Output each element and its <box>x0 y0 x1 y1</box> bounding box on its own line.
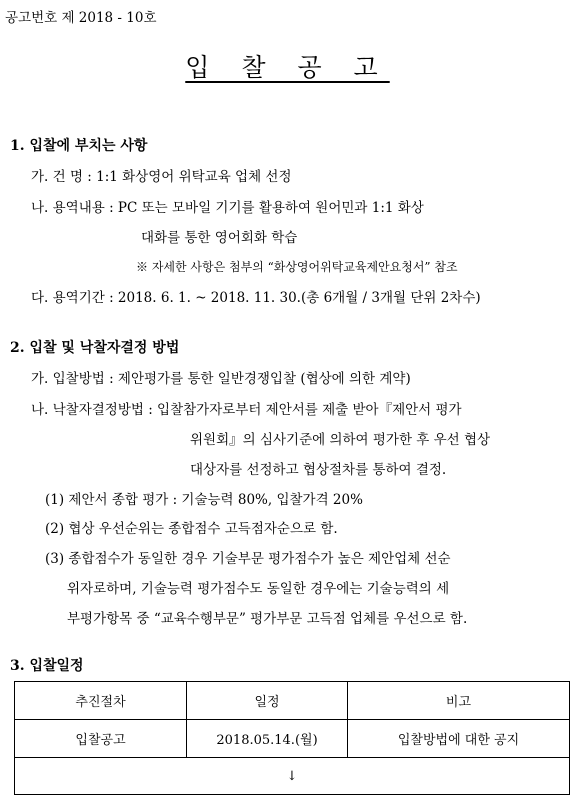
row-date: 2018.05.14.(월) <box>187 720 348 758</box>
section1-note: ※ 자세한 사항은 첨부의 “화상영어위탁교육제안요청서” 참조 <box>136 260 458 274</box>
down-arrow-icon: ↓ <box>15 758 570 795</box>
section2-heading: 2. 입찰 및 낙찰자결정 방법 <box>10 340 180 356</box>
section2-bid-method: 가. 입찰방법 : 제안평가를 통한 일반경쟁입찰 (협상에 의한 계약) <box>31 371 411 387</box>
section1-item-title: 가. 건 명 : 1:1 화상영어 위탁교육 업체 선정 <box>31 169 292 185</box>
section2-sub3-cont2: 부평가항목 중 “교육수행부문” 평가부문 고득점 업체를 우선으로 함. <box>67 611 468 627</box>
section1-item-content-cont: 대화를 통한 영어회화 학습 <box>141 230 298 246</box>
section2-award-method-cont2: 대상자를 선정하고 협상절차를 통하여 결정. <box>190 462 447 478</box>
section1-heading: 1. 입찰에 부치는 사항 <box>10 138 148 154</box>
column-header-note: 비고 <box>347 682 569 720</box>
title-text: 입 찰 공 고 <box>185 53 390 82</box>
section1-item-period: 다. 용역기간 : 2018. 6. 1. ~ 2018. 11. 30.(총 6개월 / 3개월 단위 2차수) <box>31 290 481 306</box>
section1-item-content: 나. 용역내용 : PC 또는 모바일 기기를 활용하여 원어민과 1:1 화상 <box>31 200 424 216</box>
section2-sub3: (3) 종합점수가 동일한 경우 기술부문 평가점수가 높은 제안업체 선순 <box>45 551 451 567</box>
section2-sub2: (2) 협상 우선순위는 종합점수 고득점자순으로 함. <box>45 521 338 537</box>
table-arrow-row <box>15 758 570 795</box>
page-title <box>0 48 575 84</box>
section2-sub1: (1) 제안서 종합 평가 : 기술능력 80%, 입찰가격 20% <box>45 492 363 508</box>
section2-award-method-cont1: 위원회』의 심사기준에 의하여 평가한 후 우선 협상 <box>190 432 491 448</box>
table-header-row <box>15 682 570 720</box>
row-step: 입찰공고 <box>15 720 187 758</box>
section2-award-method: 나. 낙찰자결정방법 : 입찰참가자로부터 제안서를 제출 받아『제안서 평가 <box>31 402 462 418</box>
row-note: 입찰방법에 대한 공지 <box>347 720 569 758</box>
section3-heading: 3. 입찰일정 <box>10 658 84 674</box>
column-header-step: 추진절차 <box>15 682 187 720</box>
section2-sub3-cont1: 위자로하며, 기술능력 평가점수도 동일한 경우에는 기술능력의 세 <box>67 581 450 597</box>
table-row <box>15 720 570 758</box>
schedule-table <box>14 681 570 795</box>
column-header-date: 일정 <box>187 682 348 720</box>
notice-number: 공고번호 제 2018 - 10호 <box>5 10 157 26</box>
